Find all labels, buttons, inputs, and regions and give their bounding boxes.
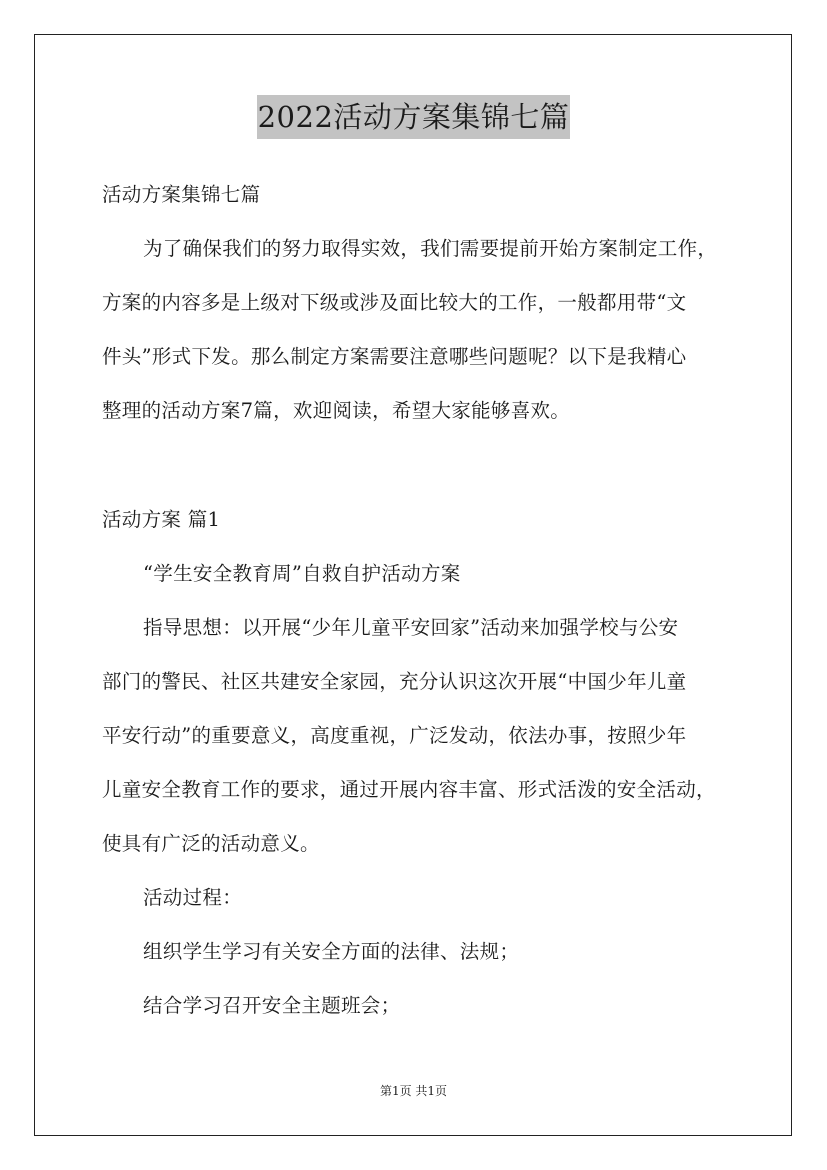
guiding-line-3: 平安行动”的重要意义，高度重视，广泛发动，依法办事，按照少年 [102, 724, 687, 747]
guiding-line-4: 儿童安全教育工作的要求，通过开展内容丰富、形式活泼的安全活动， [102, 778, 716, 801]
document-subtitle: 活动方案集锦七篇 [102, 183, 261, 206]
intro-line-3: 件头”形式下发。那么制定方案需要注意哪些问题呢？以下是我精心 [102, 345, 687, 368]
intro-line-2: 方案的内容多是上级对下级或涉及面比较大的工作，一般都用带“文 [102, 291, 687, 314]
process-item-2: 结合学习召开安全主题班会； [143, 994, 401, 1017]
title-container [0, 95, 827, 139]
process-label: 活动过程： [143, 886, 243, 909]
event-title: “学生安全教育周”自救自护活动方案 [143, 562, 461, 585]
page-number-footer: 第1页 共1页 [379, 1084, 448, 1098]
intro-line-4: 整理的活动方案7篇，欢迎阅读，希望大家能够喜欢。 [102, 399, 571, 422]
intro-line-1: 为了确保我们的努力取得实效，我们需要提前开始方案制定工作， [143, 237, 718, 260]
section-heading: 活动方案 篇1 [102, 508, 221, 531]
guiding-line-1: 指导思想：以开展“少年儿童平安回家”活动来加强学校与公安 [143, 616, 679, 639]
process-item-1: 组织学生学习有关安全方面的法律、法规； [143, 940, 520, 963]
guiding-line-2: 部门的警民、社区共建安全家园，充分认识这次开展“中国少年儿童 [102, 670, 687, 693]
document-title: 2022活动方案集锦七篇 [257, 95, 571, 139]
guiding-line-5: 使具有广泛的活动意义。 [102, 832, 320, 855]
